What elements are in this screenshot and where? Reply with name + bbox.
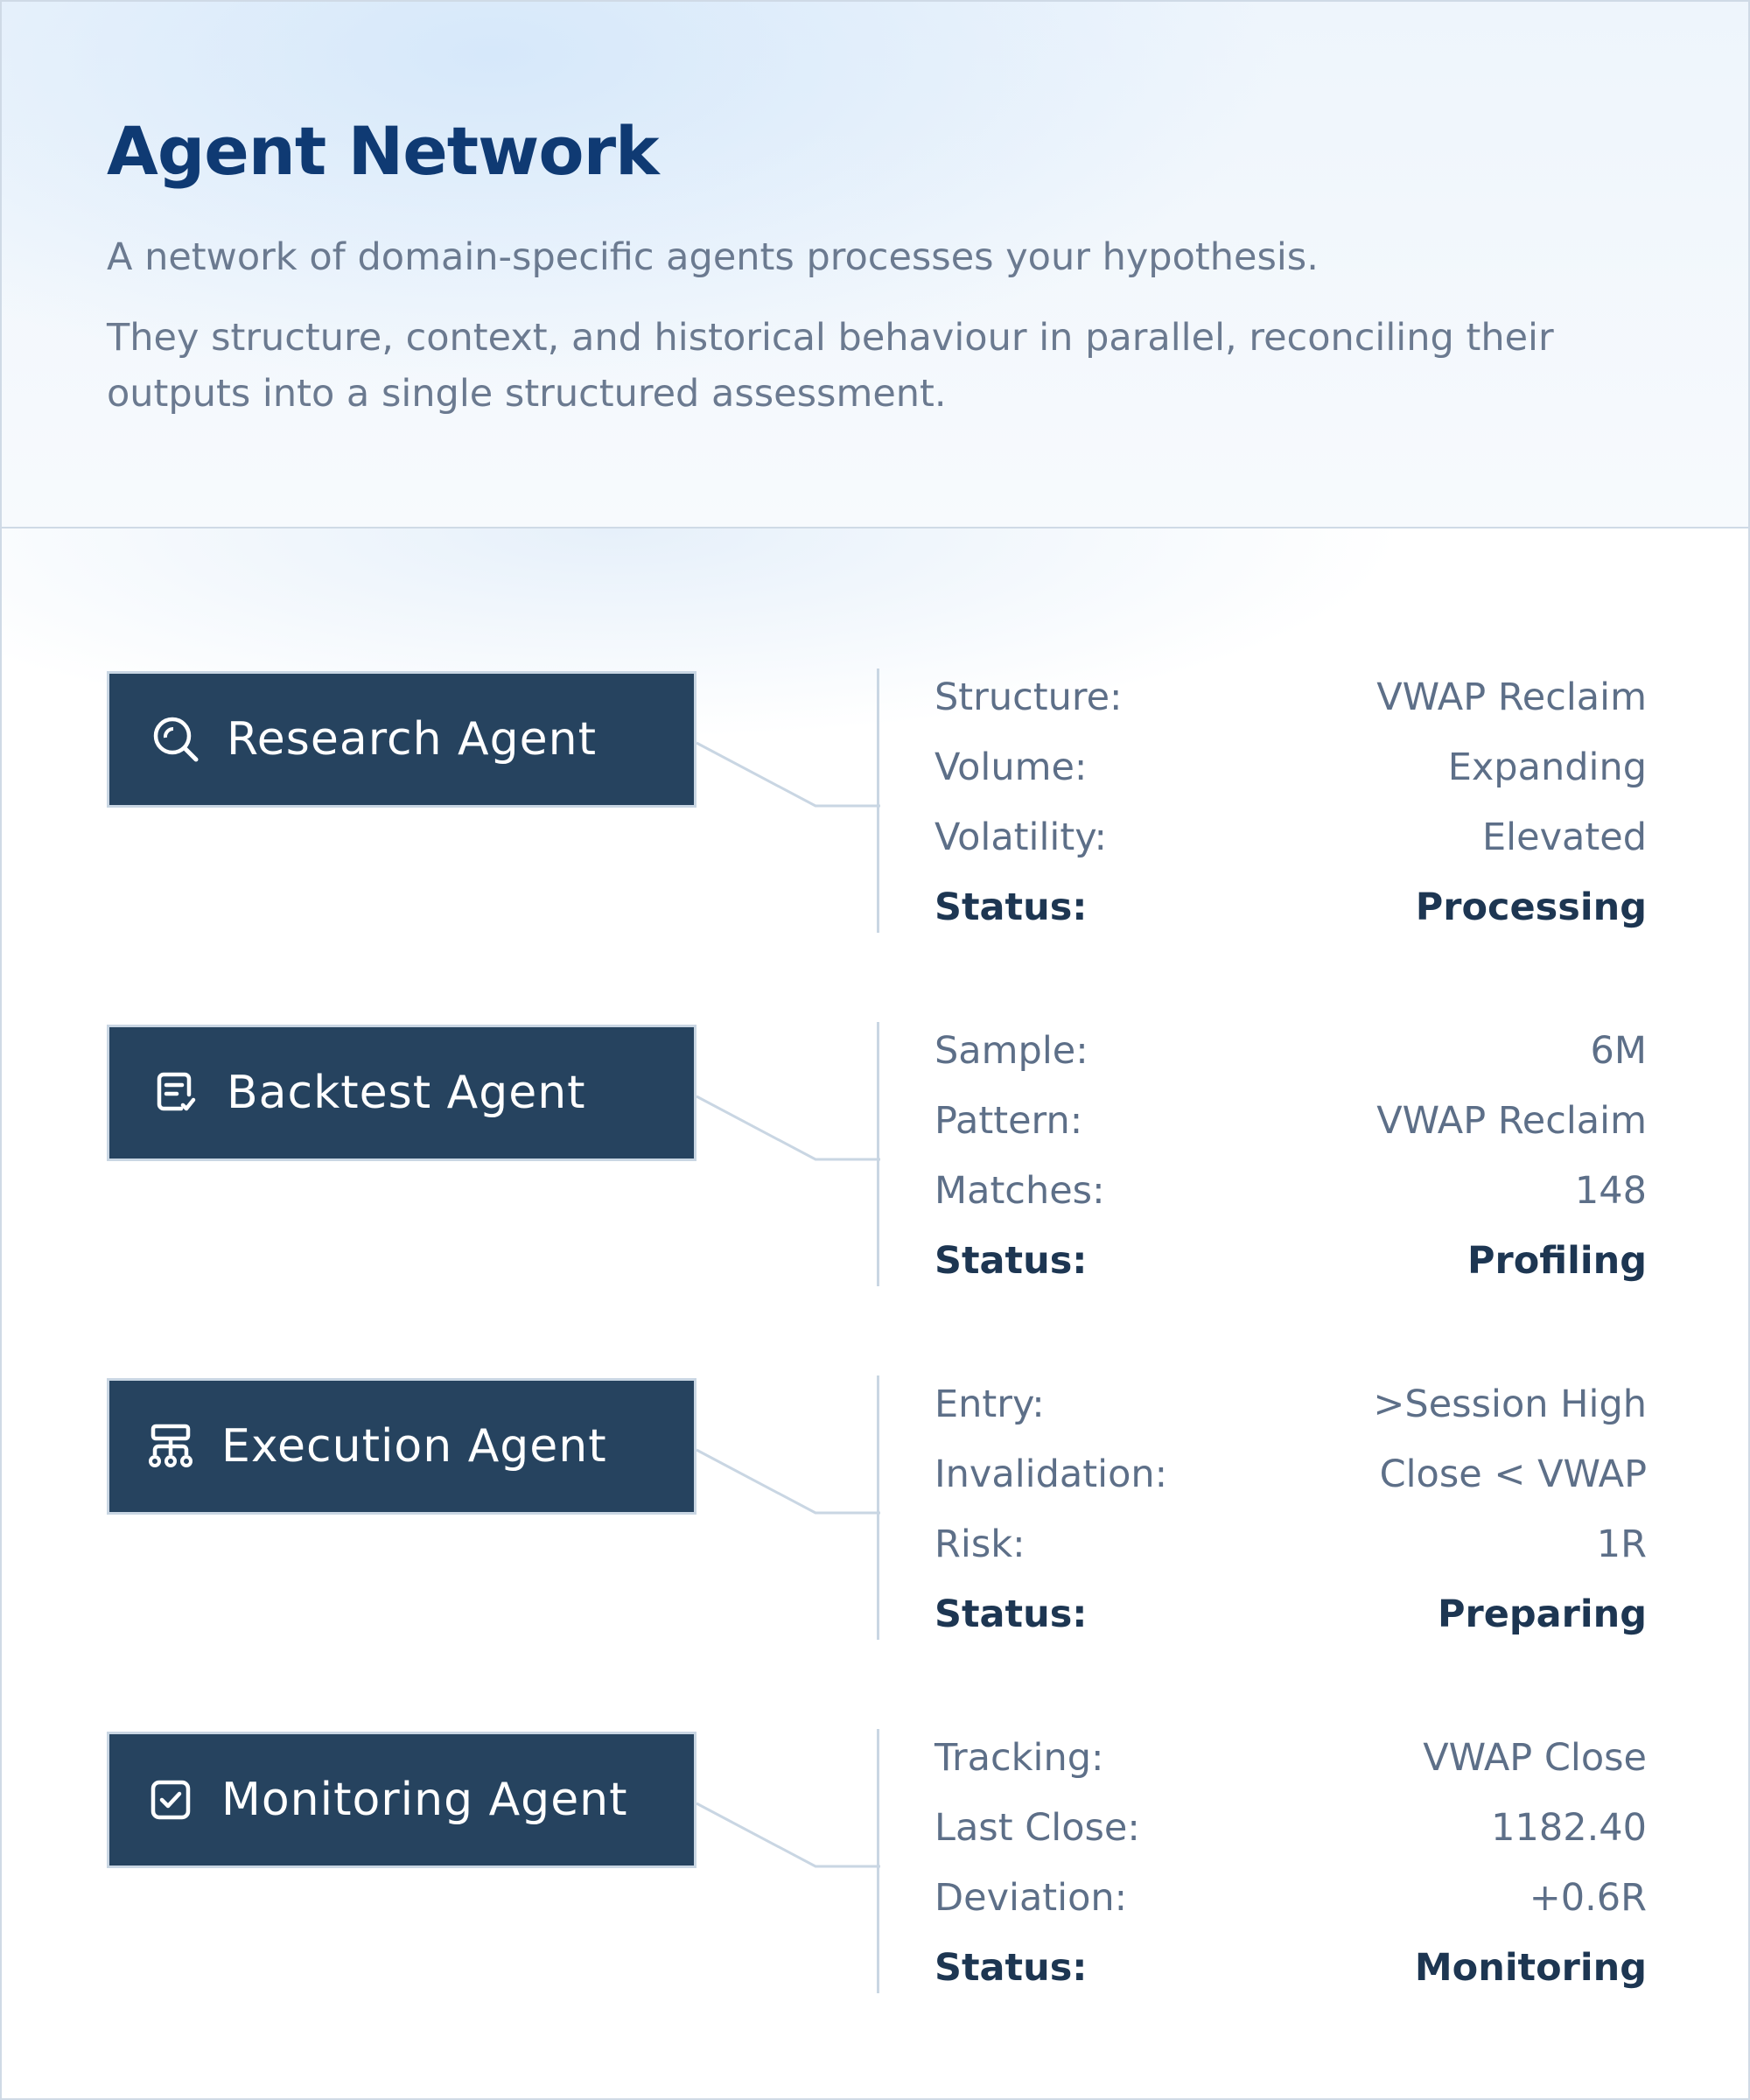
detail-row: [934, 732, 1647, 802]
detail-label: Volume:: [934, 746, 1088, 789]
agent-name: Monitoring Agent: [221, 1774, 628, 1826]
detail-value: Elevated: [1482, 816, 1647, 859]
detail-value: Close < VWAP: [1379, 1452, 1647, 1496]
detail-label: Deviation:: [934, 1876, 1128, 1920]
status-label: Status:: [934, 1239, 1088, 1283]
agent-name: Research Agent: [227, 713, 597, 766]
page-title: Agent Network: [107, 112, 659, 190]
status-row: [934, 1226, 1647, 1296]
detail-label: Entry:: [934, 1382, 1045, 1426]
search-icon: [150, 713, 202, 766]
connector-line: [696, 1378, 880, 1649]
hierarchy-icon: [144, 1420, 197, 1473]
detail-label: Matches:: [934, 1169, 1105, 1213]
detail-row: [934, 1863, 1647, 1933]
status-label: Status:: [934, 886, 1088, 929]
backtest-agent-button[interactable]: [107, 1025, 696, 1161]
status-value: Profiling: [1466, 1239, 1647, 1283]
status-value: Monitoring: [1414, 1946, 1647, 1990]
detail-label: Sample:: [934, 1029, 1088, 1073]
detail-value: VWAP Reclaim: [1376, 676, 1647, 719]
detail-row: [934, 662, 1647, 732]
status-label: Status:: [934, 1946, 1088, 1990]
detail-label: Invalidation:: [934, 1452, 1168, 1496]
checkbox-icon: [144, 1774, 197, 1826]
divider-line: [877, 668, 879, 933]
detail-label: Risk:: [934, 1522, 1026, 1566]
detail-row: [934, 1793, 1647, 1863]
document-check-icon: [150, 1067, 202, 1119]
status-row: [934, 1933, 1647, 2003]
detail-value: 148: [1574, 1169, 1647, 1213]
detail-row: [934, 1369, 1647, 1439]
detail-label: Tracking:: [934, 1736, 1104, 1780]
detail-value: +0.6R: [1529, 1876, 1647, 1920]
detail-value: 6M: [1590, 1029, 1647, 1073]
agent-details: [934, 1016, 1647, 1296]
detail-value: Expanding: [1447, 746, 1647, 789]
detail-value: 1R: [1596, 1522, 1647, 1566]
research-agent-button[interactable]: [107, 671, 696, 808]
detail-label: Structure:: [934, 676, 1123, 719]
detail-row: [934, 1156, 1647, 1226]
status-row: [934, 872, 1647, 942]
detail-value: VWAP Reclaim: [1376, 1099, 1647, 1143]
detail-label: Volatility:: [934, 816, 1108, 859]
connector-line: [696, 1025, 880, 1296]
divider-line: [877, 1022, 879, 1286]
detail-label: Last Close:: [934, 1806, 1140, 1850]
detail-row: [934, 802, 1647, 872]
monitoring-agent-button[interactable]: [107, 1732, 696, 1868]
connector-line: [696, 1732, 880, 2003]
detail-label: Pattern:: [934, 1099, 1083, 1143]
agent-details: [934, 662, 1647, 942]
detail-row: [934, 1723, 1647, 1793]
agent-name: Execution Agent: [221, 1420, 607, 1473]
status-value: Processing: [1415, 886, 1647, 929]
status-value: Preparing: [1437, 1592, 1647, 1636]
detail-value: 1182.40: [1491, 1806, 1647, 1850]
detail-row: [934, 1086, 1647, 1156]
description-line-2: They structure, context, and historical behaviour in parallel, reconciling their outputs into a single structured assessment.: [107, 316, 1554, 416]
detail-row: [934, 1509, 1647, 1579]
detail-row: [934, 1439, 1647, 1509]
agent-details: [934, 1369, 1647, 1649]
description-line-1: A network of domain-specific agents processes your hypothesis.: [107, 235, 1319, 279]
header-section: [2, 2, 1748, 528]
execution-agent-button[interactable]: [107, 1378, 696, 1515]
detail-value: >Session High: [1373, 1382, 1647, 1426]
divider-line: [877, 1729, 879, 1993]
detail-value: VWAP Close: [1423, 1736, 1647, 1780]
agents-section: [2, 528, 1748, 2098]
status-label: Status:: [934, 1592, 1088, 1636]
detail-row: [934, 1016, 1647, 1086]
divider-line: [877, 1376, 879, 1640]
agent-name: Backtest Agent: [227, 1067, 586, 1119]
connector-line: [696, 671, 880, 942]
agent-details: [934, 1723, 1647, 2003]
status-row: [934, 1579, 1647, 1649]
